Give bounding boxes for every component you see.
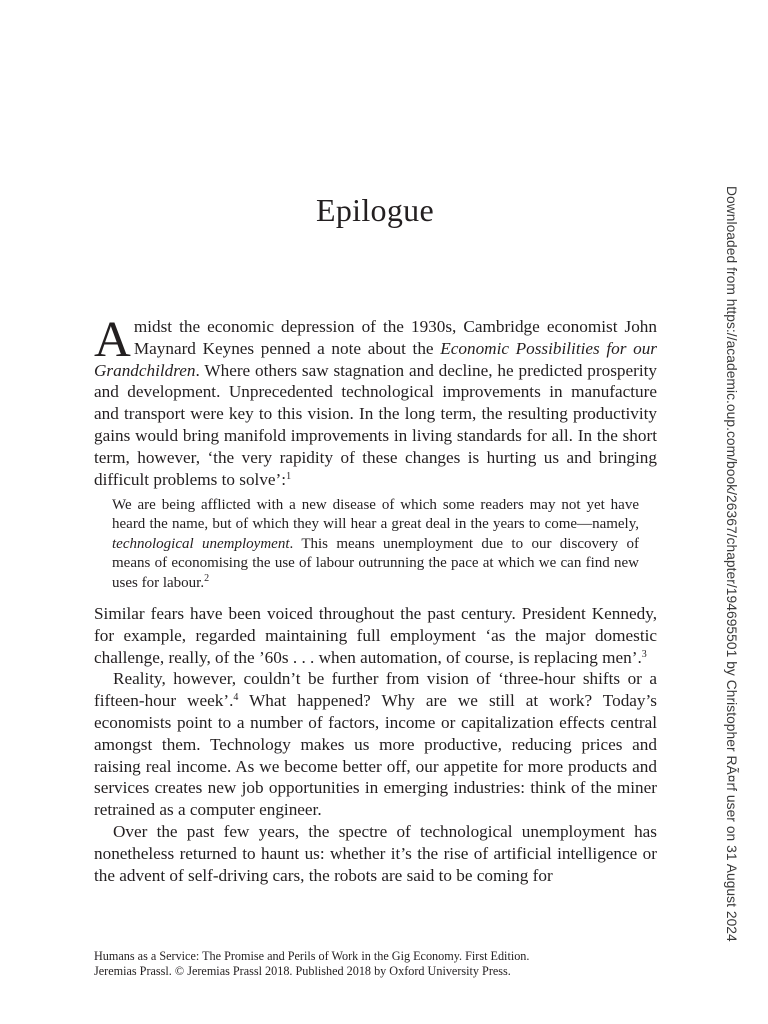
opening-paragraph — [94, 312, 657, 490]
body-continuation — [94, 603, 657, 886]
paragraph-text: What happened? Why are we still at work? Today’s economists point to a number of factors, income or capitalization effects central amongst them. Technology makes us more productive, reducing prices and raising real income. As we become better off, our appetite for more products and services creates new job opportunities in emerging industries: think of the miner retrained as a computer engineer. — [94, 691, 657, 820]
paragraph-text: Over the past few years, the spectre of technological unemployment has nonetheless returned to haunt us: whether it’s the rise of artificial intelligence or the advent of self-driving cars, the robots are said to be coming for — [94, 821, 657, 885]
paragraph — [94, 821, 657, 886]
quote-italic: technological unemployment — [112, 535, 290, 552]
quote-text: We are being afflicted with a new disease of which some readers may not yet have heard the name, but of which they will hear a great deal in the years to come—namely, — [112, 497, 639, 533]
paragraph-text: midst the economic depression of the 1930s, Cambridge economist John Maynard Keynes penned a note about the — [133, 317, 657, 358]
footer-line: Humans as a Service: The Promise and Perils of Work in the Gig Economy. First Edition. — [94, 949, 530, 963]
paragraph-text: Similar fears have been voiced throughout the past century. President Kennedy, for example, regarded maintaining full employment ‘as the major domestic challenge, really, of the ’60s . . . when automation, of course, is replacing men’. — [94, 604, 657, 667]
paragraph-text: Reality, however, couldn’t be further from vision of ‘three-hour shifts or a fifteen-hour week’. — [94, 669, 657, 711]
chapter-title: Epilogue — [316, 192, 434, 228]
download-watermark: Downloaded from https://academic.oup.com/book/26367/chapter/194695501 by Christopher RÃ¤rf user on 31 August 2024 — [724, 186, 739, 942]
footnote-marker[interactable]: 4 — [233, 692, 239, 704]
footnote-marker[interactable]: 1 — [286, 470, 292, 482]
footnote-marker[interactable]: 2 — [204, 572, 210, 584]
drop-cap: A — [94, 312, 131, 368]
paragraph — [94, 668, 657, 821]
page-footer — [94, 949, 654, 979]
footer-line: Jeremias Prassl. © Jeremias Prassl 2018. Published 2018 by Oxford University Press. — [94, 964, 511, 978]
footnote-marker[interactable]: 3 — [641, 648, 647, 660]
paragraph — [94, 603, 657, 668]
block-quote — [112, 496, 639, 593]
paragraph-text: . Where others saw stagnation and decline, he predicted prosperity and development. Unprecedented technological improvements in manufacture and transport were key to this vision. In the long term, the resulting productivity gains would bring manifold improvements in living standards for all. In the short term, however, ‘the very rapidity of these changes is hurting us and bringing difficult problems to solve’: — [94, 360, 657, 489]
book-title-italic: Economic Possibilities for our Grandchildren — [94, 338, 657, 380]
quote-text: . This means unemployment due to our discovery of means of economising the use of labour outrunning the pace at which we can find new uses for labour. — [112, 535, 639, 591]
